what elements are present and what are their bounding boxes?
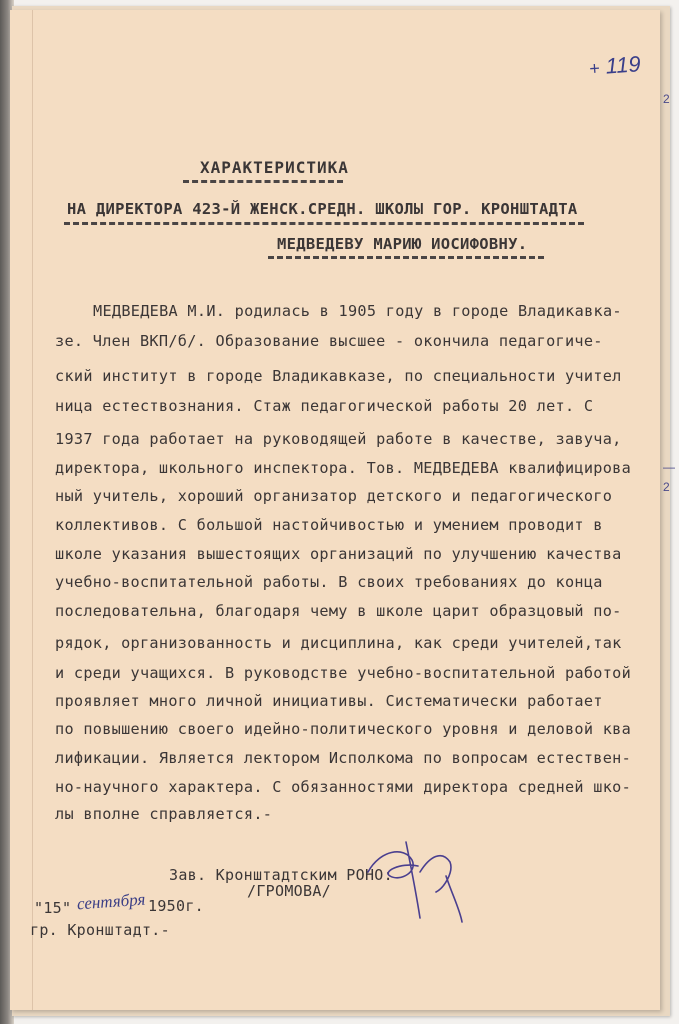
page-fold-line: [32, 10, 33, 1010]
date-month: сентября: [76, 889, 146, 914]
body-line: лы вполне справляется.-: [55, 805, 273, 823]
title-underline: [183, 180, 343, 183]
signatory-position: Зав. Кронштадтским РОНО:: [169, 866, 393, 884]
body-line: зе. Член ВКП/б/. Образование высшее - окончила педагогиче-: [55, 332, 603, 350]
place-of-issue: гр. Кронштадт.-: [30, 921, 170, 939]
margin-mark: 2: [663, 92, 670, 106]
document-title: ХАРАКТЕРИСТИКА: [200, 158, 349, 177]
body-line: учебно-воспитательной работы. В своих требованиях до конца: [55, 573, 603, 591]
body-line: 1937 года работает на руководящей работе в качестве, завуча,: [55, 430, 622, 448]
body-line: и среди учащихся. В руководстве учебно-воспитательной работой: [55, 664, 632, 682]
body-line: коллективов. С большой настойчивостью и умением проводит в: [55, 516, 603, 534]
body-line: последовательна, благодаря чему в школе царит образцовый по-: [55, 602, 622, 620]
body-line: но-научного характера. С обязанностями директора средней шко-: [55, 778, 632, 796]
signatory-name: /ГРОМОВА/: [247, 882, 331, 900]
date-day: "15": [34, 899, 72, 917]
handwritten-signature: [360, 832, 470, 927]
subtitle-line-1: НА ДИРЕКТОРА 423-Й ЖЕНСК.СРЕДН. ШКОЛЫ ГОР. КРОНШТАДТА: [67, 200, 578, 218]
subtitle-underline-2: [268, 256, 544, 259]
body-line: МЕДВЕДЕВА М.И. родилась в 1905 году в городе Владикавка-: [93, 302, 622, 320]
body-line: ский институт в городе Владикавказе, по специальности учител: [55, 367, 622, 385]
archive-folio-number: + 119: [588, 51, 642, 79]
body-line: школе указания вышестоящих организаций по улучшению качества: [55, 545, 622, 563]
body-line: лификации. Является лектором Исполкома по вопросам естествен-: [55, 749, 632, 767]
body-line: рядок, организованность и дисциплина, как среди учителей,так: [55, 634, 622, 652]
margin-mark: 2: [663, 480, 670, 494]
margin-mark: —: [663, 460, 675, 474]
body-line: ница естествознания. Стаж педагогической работы 20 лет. С: [55, 397, 594, 415]
body-line: по повышению своего идейно-политического уровня и деловой ква: [55, 720, 632, 738]
subtitle-underline-1: [64, 222, 584, 225]
date-year: 1950г.: [148, 897, 204, 915]
body-line: ный учитель, хороший организатор детского и педагогического: [55, 487, 613, 505]
body-line: директора, школьного инспектора. Тов. МЕДВЕДЕВА квалифицирова: [55, 459, 632, 477]
body-line: проявляет много личной инициативы. Систематически работает: [55, 692, 603, 710]
subtitle-line-2: МЕДВЕДЕВУ МАРИЮ ИОСИФОВНУ.: [277, 235, 528, 253]
